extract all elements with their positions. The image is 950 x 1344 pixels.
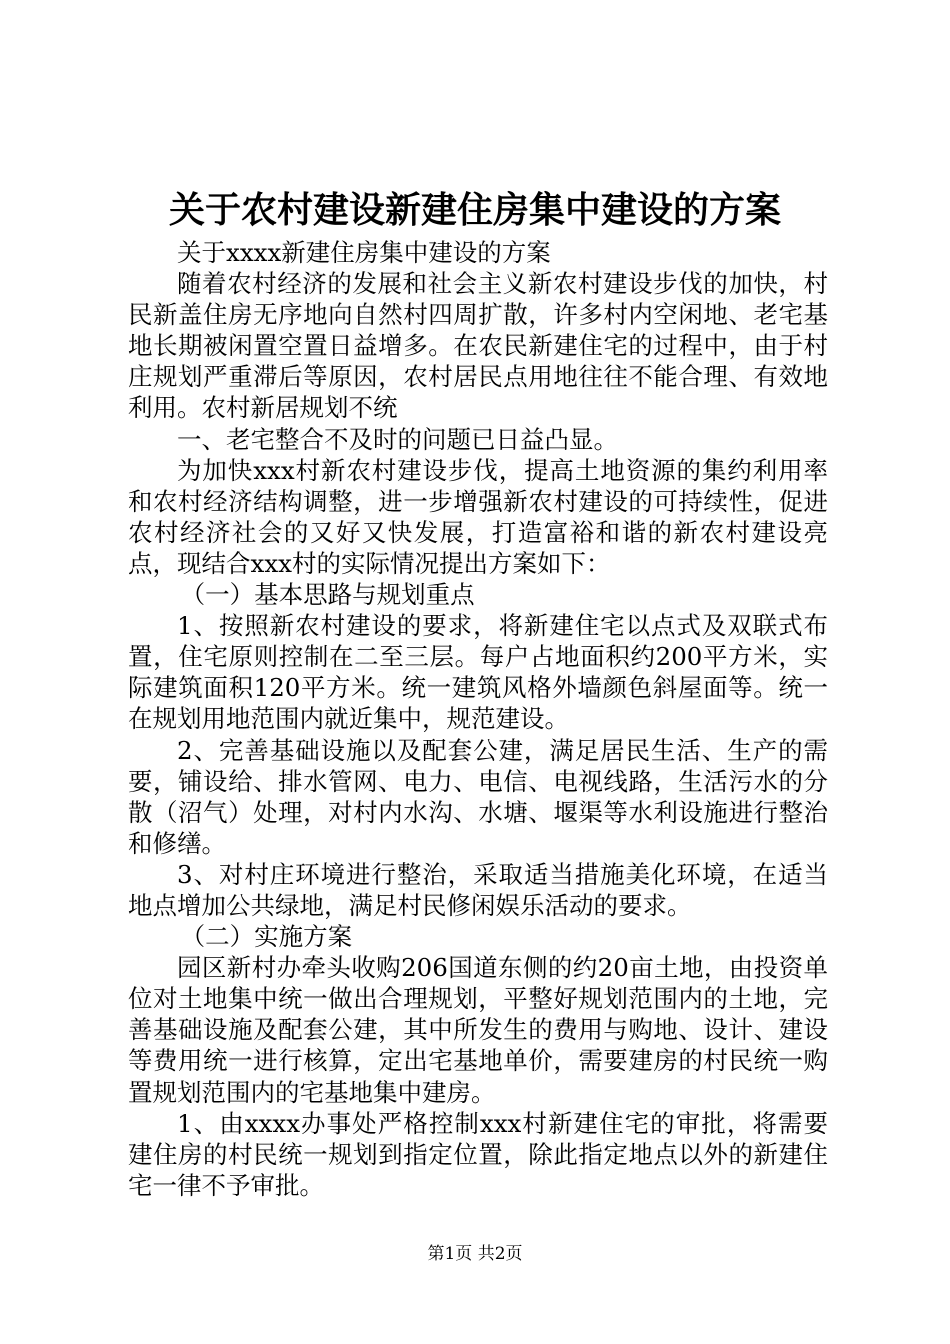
paragraph-purpose: 为加快xxx村新农村建设步伐，提高土地资源的集约利用率和农村经济结构调整，进一步增强新农村建设的可持续性，促进农村经济社会的又好又快发展，打造富裕和谐的新农村建设亮点，现结合xxx村的实际情况提出方案如下： [128, 455, 828, 578]
paragraph-item-2: 2、完善基础设施以及配套公建，满足居民生活、生产的需要，铺设给、排水管网、电力、电信、电视线路，生活污水的分散（沼气）处理，对村内水沟、水塘、堰渠等水利设施进行整治和修缮。 [128, 735, 828, 858]
paragraph-item-3: 3、对村庄环境进行整治，采取适当措施美化环境，在适当地点增加公共绿地，满足村民修闲娱乐活动的要求。 [128, 859, 828, 920]
page-number: 第1页 共2页 [427, 1244, 523, 1264]
paragraph-problem: 一、老宅整合不及时的问题已日益凸显。 [177, 424, 618, 454]
paragraph-item-1: 1、按照新农村建设的要求，将新建住宅以点式及双联式布置，住宅原则控制在二至三层。每户占地面积约200平方米，实际建筑面积120平方米。统一建筑风格外墙颜色斜屋面等。统一在规划用地范围内就近集中，规范建设。 [128, 611, 828, 734]
paragraph-implementation-item-1: 1、由xxxx办事处严格控制xxx村新建住宅的审批，将需要建住房的村民统一规划到指定位置，除此指定地点以外的新建住宅一律不予审批。 [128, 1108, 828, 1200]
section-heading-2: （二）实施方案 [180, 922, 353, 952]
document-body [128, 237, 828, 1201]
paragraph-subtitle: 关于xxxx新建住房集中建设的方案 [177, 238, 551, 267]
paragraph-implementation: 园区新村办牵头收购206国道东侧的约20亩土地，由投资单位对土地集中统一做出合理规划，平整好规划范围内的土地，完善基础设施及配套公建，其中所发生的费用与购地、设计、建设等费用统一进行核算，定出宅基地单价，需要建房的村民统一购置规划范围内的宅基地集中建房。 [128, 953, 828, 1107]
section-heading-1: （一）基本思路与规划重点 [180, 580, 475, 610]
paragraph-background: 随着农村经济的发展和社会主义新农村建设步伐的加快，村民新盖住房无序地向自然村四周扩散，许多村内空闲地、老宅基地长期被闲置空置日益增多。在农民新建住宅的过程中，由于村庄规划严重滞后等原因，农村居民点用地往往不能合理、有效地利用。农村新居规划不统 [128, 269, 828, 423]
document-title: 关于农村建设新建住房集中建设的方案 [168, 189, 781, 231]
